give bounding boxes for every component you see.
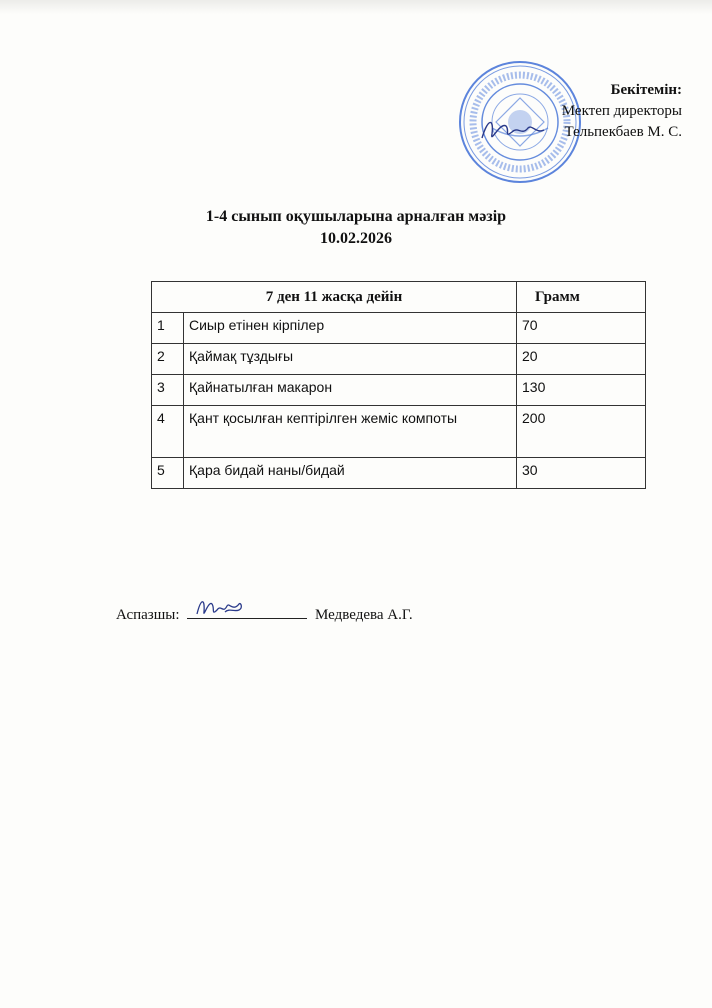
table-row xyxy=(152,344,646,375)
table-row xyxy=(152,313,646,344)
row-dish: Қаймақ тұздығы xyxy=(184,344,517,375)
cook-signature-line xyxy=(116,604,413,626)
row-gram: 130 xyxy=(517,375,646,406)
signature-line xyxy=(187,604,307,619)
cook-name: Медведева А.Г. xyxy=(315,607,413,623)
row-gram: 200 xyxy=(517,406,646,458)
approval-name: Тельпекбаев М. С. xyxy=(564,124,682,140)
row-dish: Қайнатылған макарон xyxy=(184,375,517,406)
row-dish: Сиыр етінен кірпілер xyxy=(184,313,517,344)
cook-signature-icon xyxy=(195,594,245,620)
row-dish: Қант қосылған кептірілген жеміс компоты xyxy=(184,406,517,458)
approval-block xyxy=(562,80,682,143)
title-date: 10.02.2026 xyxy=(320,230,392,247)
row-dish: Қара бидай наны/бидай xyxy=(184,458,517,489)
row-num: 3 xyxy=(152,375,184,406)
table-row xyxy=(152,375,646,406)
director-signature-icon xyxy=(478,112,548,148)
row-num: 4 xyxy=(152,406,184,458)
row-num: 5 xyxy=(152,458,184,489)
table-header-row xyxy=(152,282,646,313)
scan-edge xyxy=(0,0,712,14)
table-row xyxy=(152,458,646,489)
row-gram: 20 xyxy=(517,344,646,375)
menu-table xyxy=(151,281,646,489)
row-gram: 70 xyxy=(517,313,646,344)
page-title xyxy=(0,206,712,250)
approval-position: Мектеп директоры xyxy=(561,103,682,119)
row-num: 1 xyxy=(152,313,184,344)
table-row xyxy=(152,406,646,458)
approval-label: Бекітемін: xyxy=(610,82,682,98)
title-line: 1-4 сынып оқушыларына арналған мәзір xyxy=(205,208,507,225)
cook-label: Аспазшы: xyxy=(116,607,180,623)
header-gram: Грамм xyxy=(517,282,646,313)
header-age: 7 ден 11 жасқа дейін xyxy=(152,282,517,313)
row-gram: 30 xyxy=(517,458,646,489)
row-num: 2 xyxy=(152,344,184,375)
